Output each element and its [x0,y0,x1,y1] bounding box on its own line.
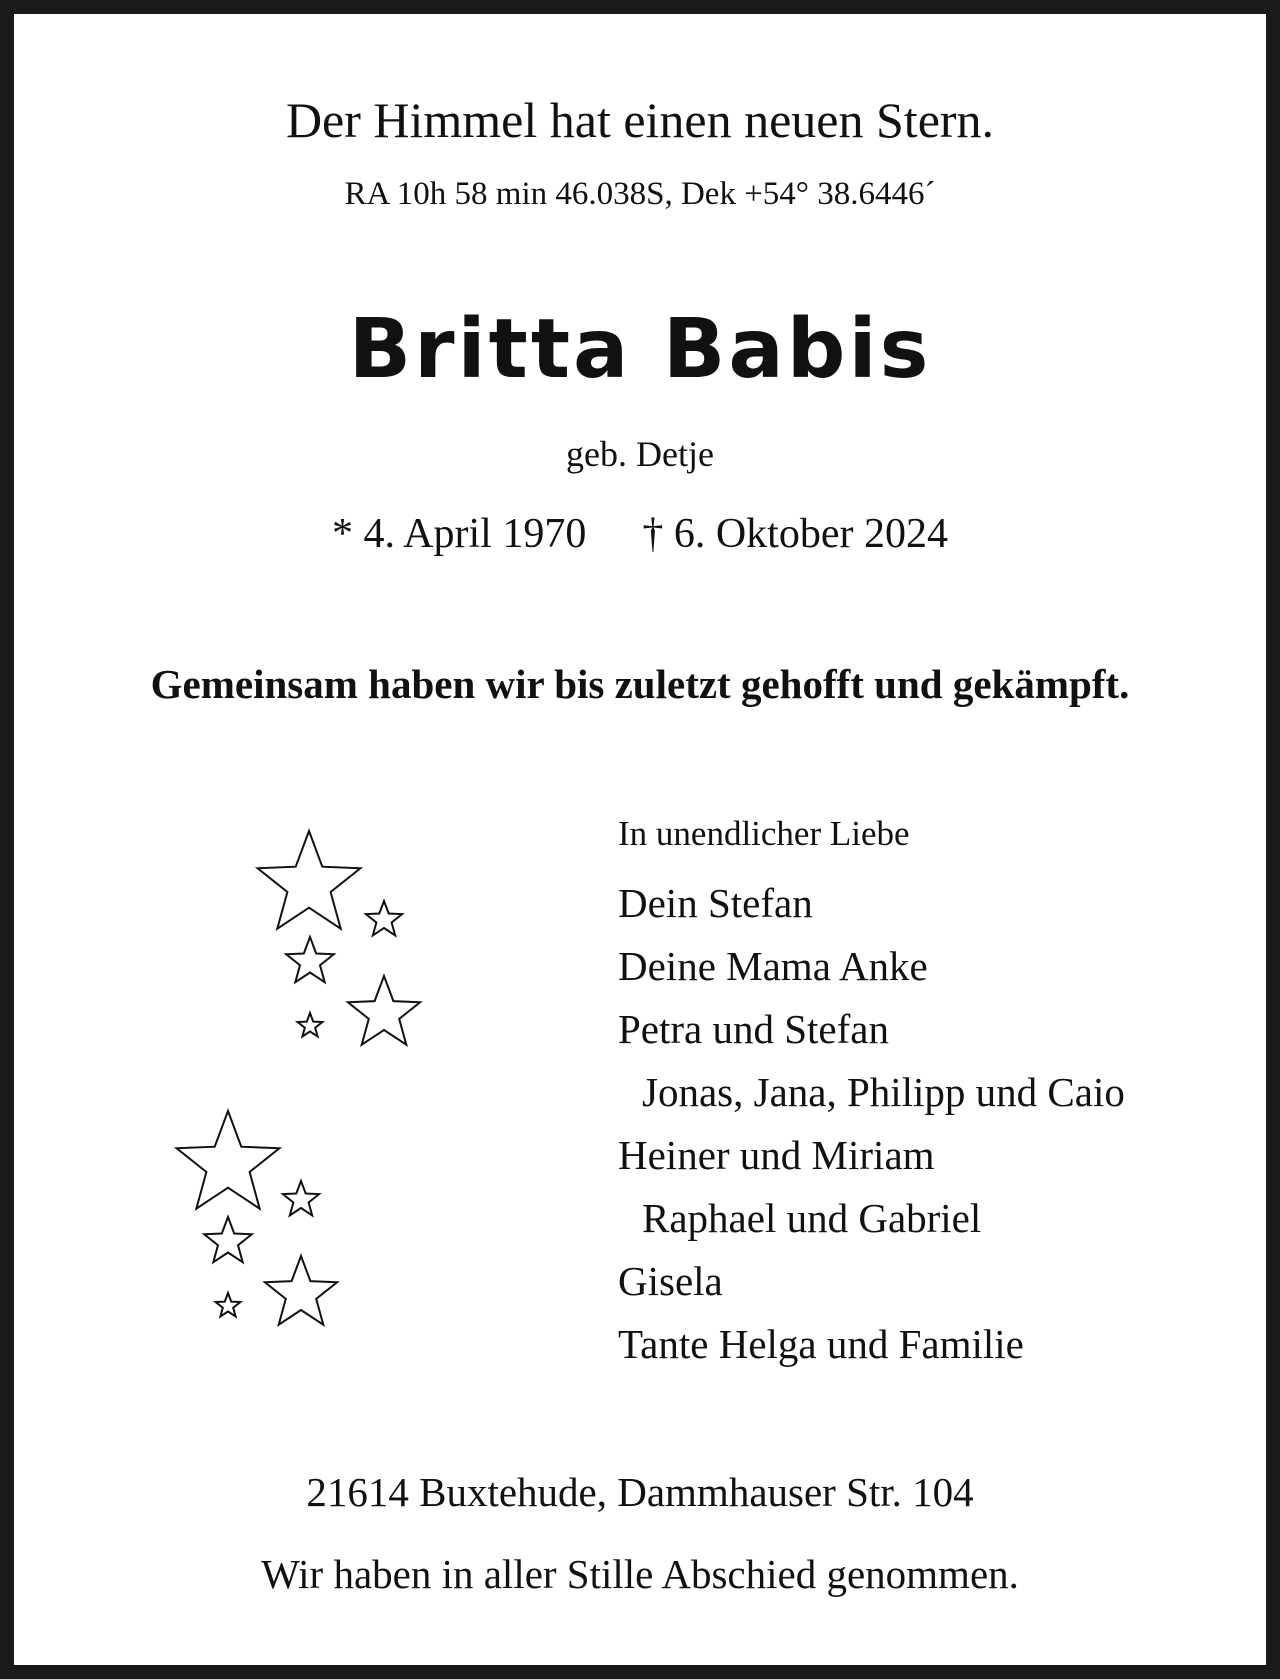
mourner-line: Jonas, Jana, Philipp und Caio [642,1069,1125,1115]
death-date: † 6. Oktober 2024 [642,511,948,557]
birth-name: geb. Detje [566,434,714,474]
birth-date: * 4. April 1970 [332,511,587,557]
mourner-line: Tante Helga und Familie [618,1321,1024,1367]
star-coordinates: RA 10h 58 min 46.038S, Dek +54° 38.6446´ [344,176,936,212]
star-icon [298,1013,323,1037]
life-dates [14,508,1266,560]
mourner-line: Petra und Stefan [618,1006,889,1052]
address: 21614 Buxtehude, Dammhauser Str. 104 [306,1469,974,1515]
star-icon [177,1111,280,1209]
headline: Der Himmel hat einen neuen Stern. [285,92,995,148]
star-icon [283,1181,319,1215]
star-icon [204,1217,252,1262]
star-cluster-lower [177,1111,338,1325]
mourner-line: Dein Stefan [618,880,813,926]
star-icon [216,1293,241,1317]
mourner-line: Raphael und Gabriel [642,1195,982,1241]
star-icon [286,937,334,982]
deceased-name: Britta Babis [348,302,932,397]
star-icon [348,976,420,1045]
star-icon [258,831,361,929]
mourners-list [618,812,1258,1376]
mourner-line: Gisela [618,1258,723,1304]
mourner-line: Deine Mama Anke [618,943,928,989]
mourner-line: Heiner und Miriam [618,1132,935,1178]
star-icon [366,901,402,935]
mourners-intro: In unendlicher Liebe [618,814,910,853]
star-icon [265,1256,337,1325]
motto: Gemeinsam haben wir bis zuletzt gehofft und gekämpft. [150,661,1130,707]
star-cluster-upper [258,831,421,1045]
closing-line: Wir haben in aller Stille Abschied genommen. [261,1551,1019,1597]
